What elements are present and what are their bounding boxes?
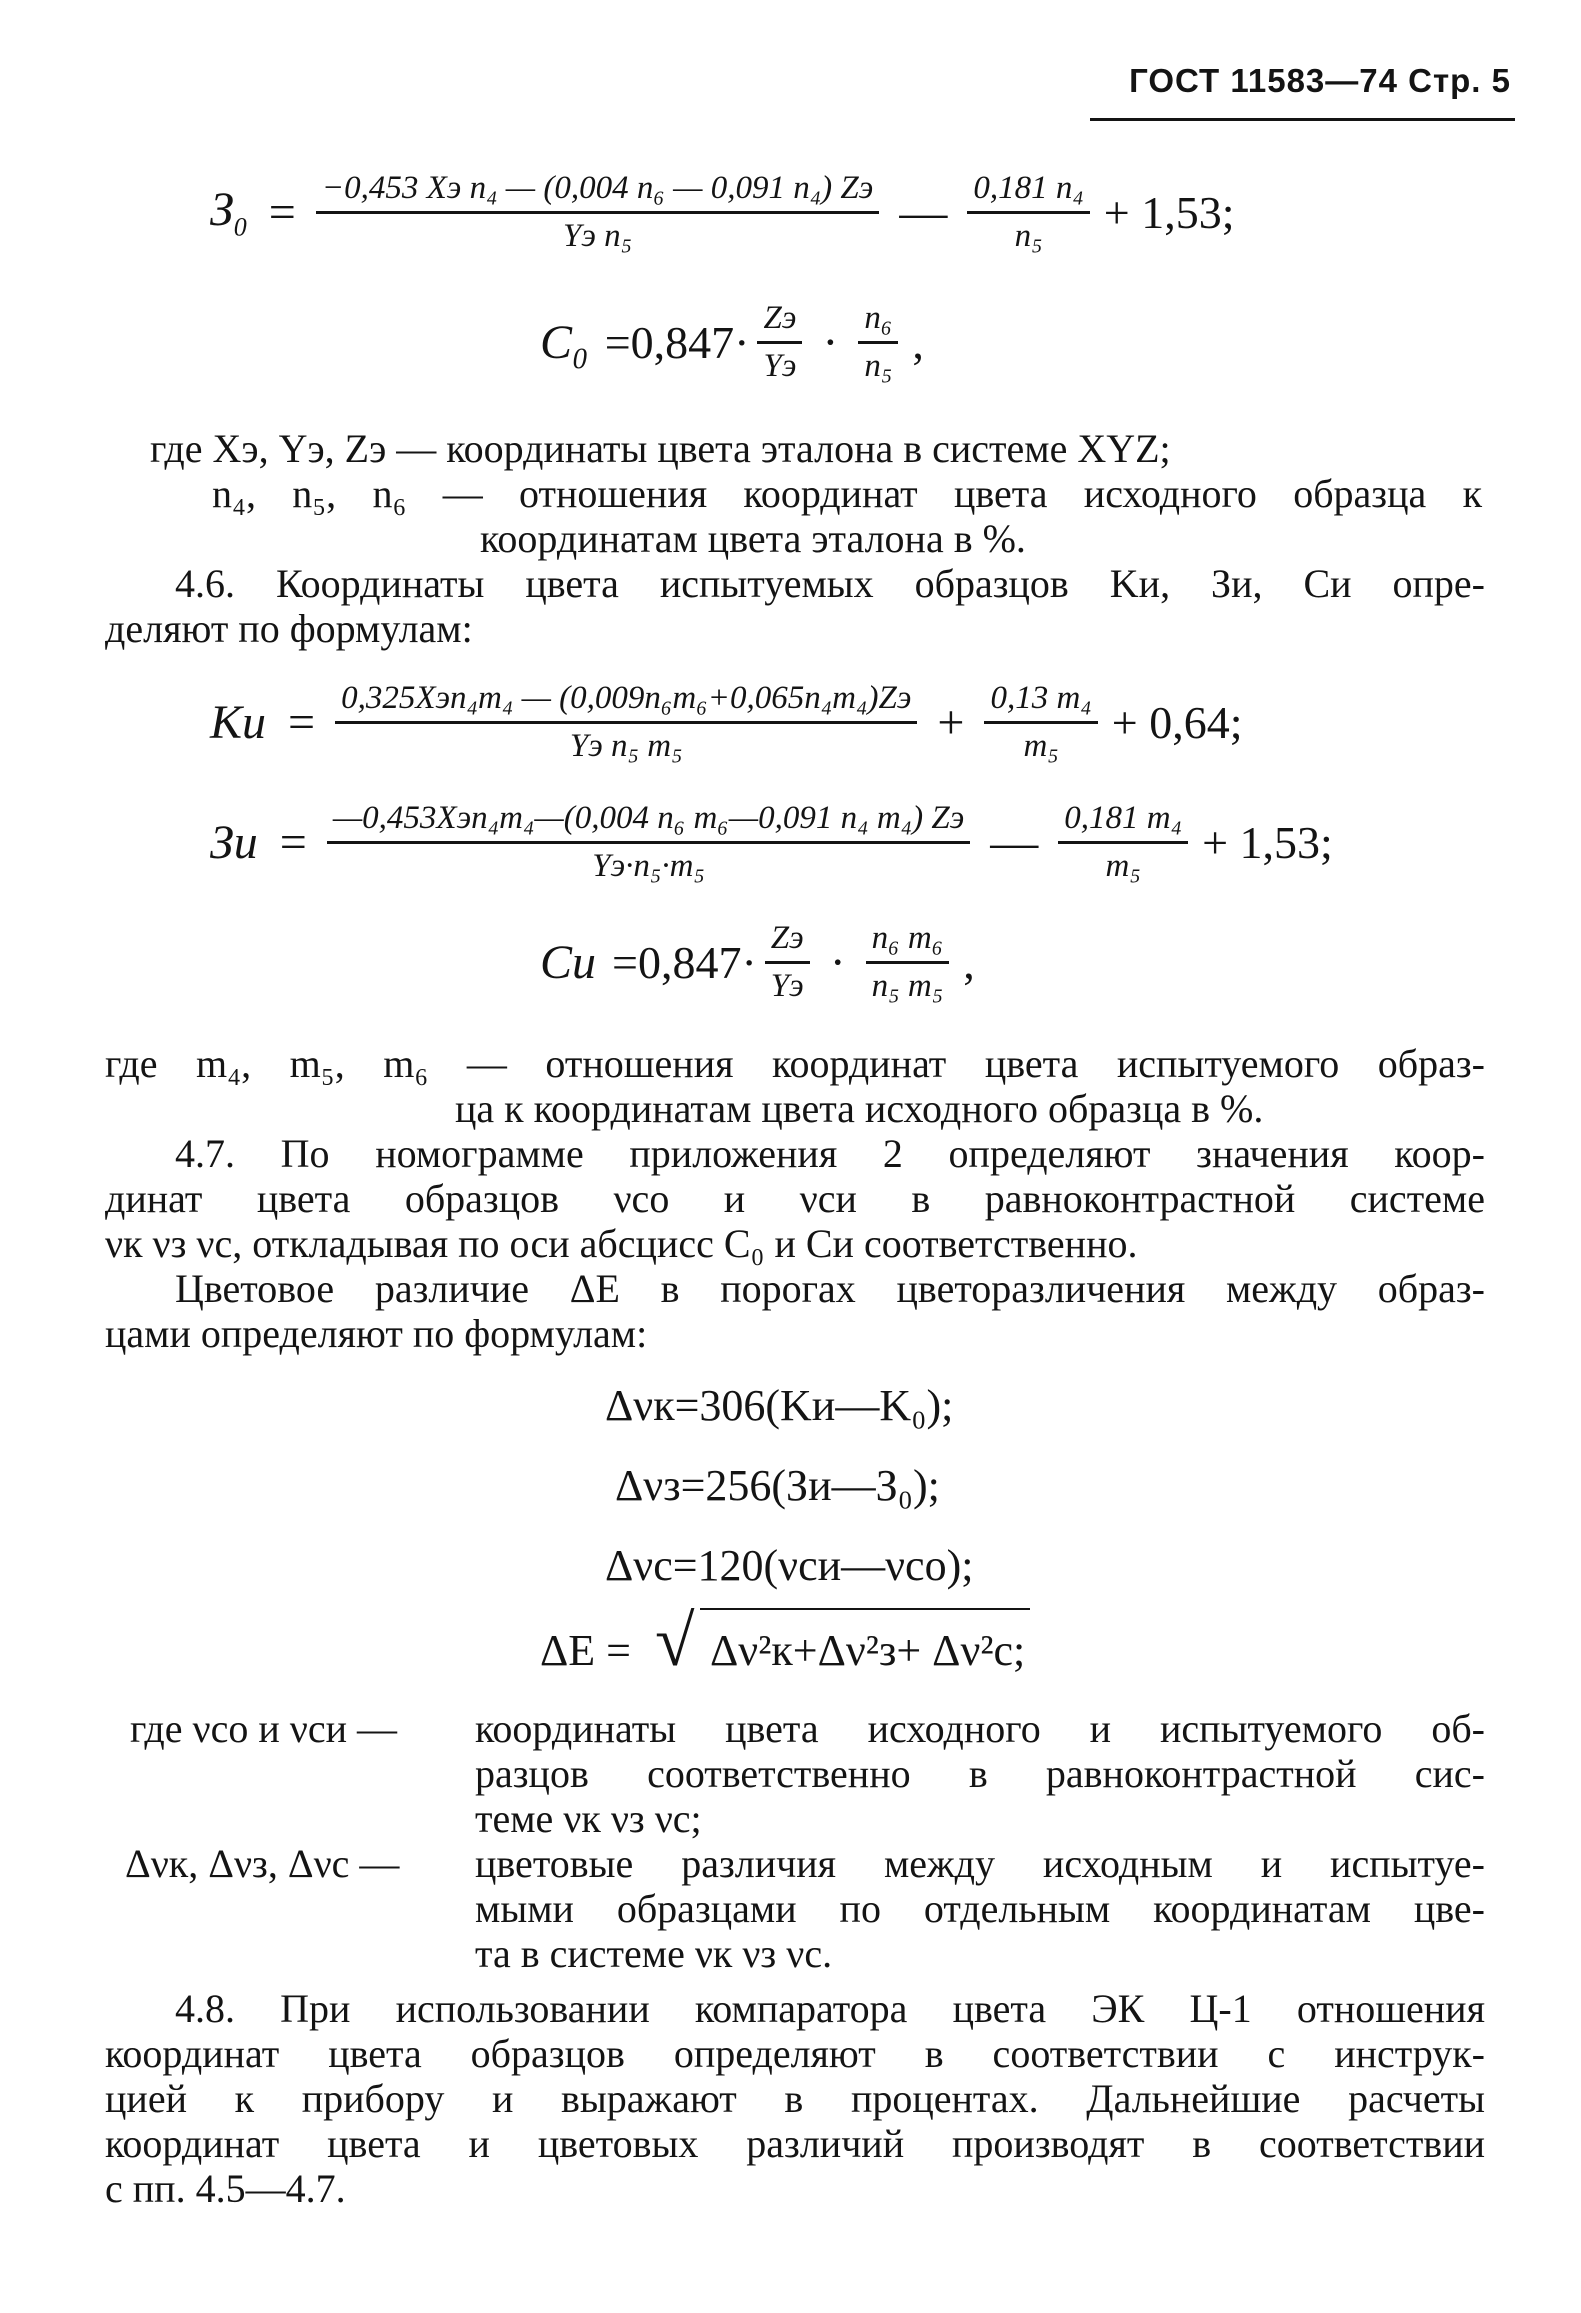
where2-line2: ца к координатам цвета исходного образца в %. — [455, 1086, 1264, 1131]
para48-line5: с пп. 4.5—4.7. — [105, 2166, 346, 2211]
formula-delta-k: Δνк=306(Kи—K₀); — [605, 1381, 954, 1430]
where3-term2: Δνк, Δνз, Δνс — — [125, 1841, 400, 1886]
formula-delta-e-lhs: ΔE = — [540, 1626, 631, 1675]
para48-line1: 4.8. При использовании компаратора цвета ЭК Ц-1 отношения — [175, 1986, 1485, 2031]
para47-line1: 4.7. По номограмме приложения 2 определяют значения коор- — [175, 1131, 1485, 1176]
where3-def2-line3: та в системе νк νз νс. — [475, 1931, 833, 1976]
where1-line3: координатам цвета эталона в %. — [480, 516, 1026, 561]
where3-def1-line3: теме νк νз νс; — [475, 1796, 702, 1841]
para46-line2: деляют по формулам: — [105, 606, 473, 651]
para47-line4: Цветовое различие ΔE в порогах цветоразличения между образ- — [175, 1266, 1485, 1311]
where3-term1: где νсо и νси — — [130, 1706, 398, 1751]
where3-def1-line1: координаты цвета исходного и испытуемого об- — [475, 1706, 1485, 1751]
where3-def2-line2: мыми образцами по отдельным координатам цве- — [475, 1886, 1485, 1931]
where3-def1-line2: разцов соответственно в равноконтрастной сис- — [475, 1751, 1485, 1796]
para48-line4: координат цвета и цветовых различий производят в соответствии — [105, 2121, 1485, 2166]
para47-line2: динат цвета образцов νсо и νси в равноконтрастной системе — [105, 1176, 1485, 1221]
para47-line5: цами определяют по формулам: — [105, 1311, 648, 1356]
para46-line1: 4.6. Координаты цвета испытуемых образцов Kи, Зи, Cи опре- — [175, 561, 1485, 606]
formula-delta-e-radicand: Δν²к+Δν²з+ Δν²с; — [710, 1626, 1026, 1675]
where3-def2-line1: цветовые различия между исходным и испытуе- — [475, 1841, 1485, 1886]
formula-delta-c: Δνс=120(νси—νсо); — [605, 1541, 974, 1590]
formula-c0: C₀ =0,847· $\frac{Zэ}{Yэ}$ · $\frac{\text{n₆}}{\text{n₅}}$ , — [540, 300, 924, 384]
para47-line3: νк νз νс, откладывая по оси абсцисс C₀ и Cи соответственно. — [105, 1221, 1138, 1266]
where1-line1: где Xэ, Yэ, Zэ — координаты цвета эталона в системе XYZ; — [150, 426, 1171, 471]
formula-ki: Kи = $\frac{\text{0,325Xэn₄m₄ — (0,009n₆m₆+0,065n₄m₄)Zэ}}{\text{Yэ n₅ m₅}}$ + $\frac{\text{0,13 m₄}}{\text{m₅}}$ + 0,64; — [210, 680, 1243, 764]
formula-z0-lhs: $З_0$ — [210, 183, 247, 242]
where1-line2: n₄, n₅, n₆ — отношения координат цвета исходного образца к — [212, 471, 1482, 516]
where2-line1: где m₄, m₅, m₆ — отношения координат цвета испытуемого образ- — [105, 1041, 1485, 1086]
formula-zi: Зи = $\frac{\text{—0,453Xэn₄m₄—(0,004 n₆ m₆—0,091 n₄ m₄) Zэ}}{\text{Yэ·n₅·m₅}}$ — $\frac{\text{0,181 m₄}}{\text{m₅}}$ + 1,53; — [210, 800, 1333, 884]
sqrt-bar — [700, 1608, 1030, 1610]
formula-z0: $З_0$ = $\frac{\text{−0,453 Xэ n₄ — (0,004 n₆ — 0,091 n₄) Zэ}}{\text{Yэ n₅}}$ — $\frac{\text{0,181 n₄}}{\text{n₅}}$ + 1,53; — [210, 170, 1235, 254]
page-header: ГОСТ 11583—74 Стр. 5 — [1129, 62, 1511, 99]
header-rule — [1090, 118, 1515, 121]
formula-ci: Cи =0,847· $\frac{Zэ}{Yэ}$ · $\frac{\text{n₆ m₆}}{\text{n₅ m₅}}$ , — [540, 920, 975, 1004]
para48-line3: цией к прибору и выражают в процентах. Дальнейшие расчеты — [105, 2076, 1485, 2121]
formula-delta-z: Δνз=256(Зи—З₀); — [615, 1461, 940, 1510]
sqrt-sign: √ — [655, 1601, 695, 1681]
para48-line2: координат цвета образцов определяют в соответствии с инструк- — [105, 2031, 1485, 2076]
